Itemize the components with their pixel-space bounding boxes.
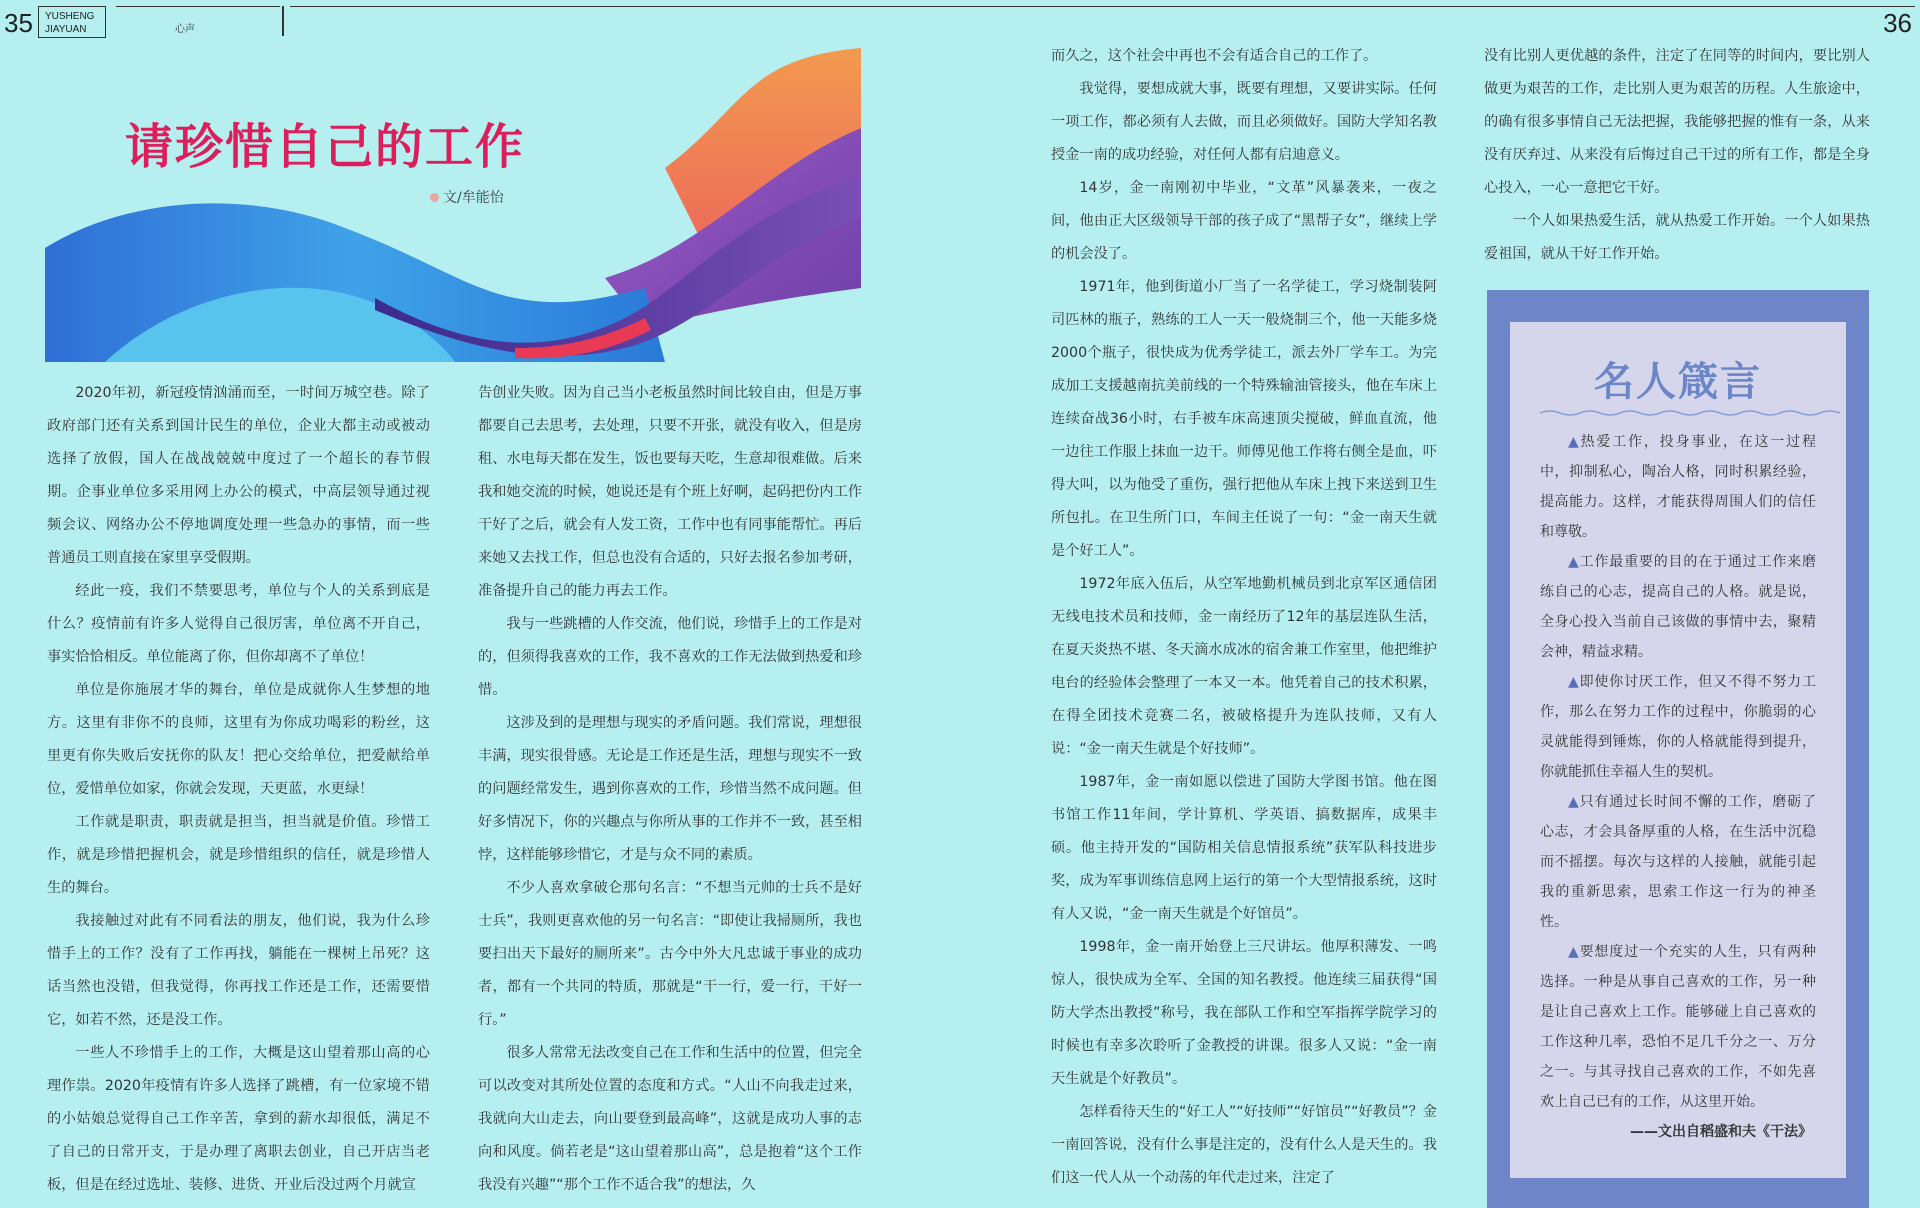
wave-divider-icon [1540,409,1840,417]
paragraph: 14岁，金一南刚初中毕业，“文革”风暴袭来，一夜之间，他由正大区级领导干部的孩子成了“黑帮子女”，继续上学的机会没了。 [1051,180,1437,262]
quote-item [1540,547,1816,667]
paragraph: 怎样看待天生的“好工人”“好技师”“好馆员”“好教员”？金一南回答说，没有什么事是注定的，没有什么人是天生的。我们这一代人从一个动荡的年代走过来，注定了 [1051,1104,1437,1186]
paragraph: 单位是你施展才华的舞台，单位是成就你人生梦想的地方。这里有非你不的良师，这里有为你成功喝彩的粉丝，这里更有你失败后安抚你的队友！把心交给单位，把爱献给单位，爱惜单位如家，你就会发现，天更蓝，水更绿！ [47,682,430,797]
quote-text: 只有通过长时间不懈的工作，磨砺了心志，才会具备厚重的人格，在生活中沉稳而不摇摆。每次与这样的人接触，就能引起我的重新思索，思索工作这一行为的神圣性。 [1540,794,1816,930]
paragraph: 没有比别人更优越的条件，注定了在同等的时间内，要比别人做更为艰苦的工作，走比别人更为艰苦的历程。人生旅途中，的确有很多事情自己无法把握，我能够把握的惟有一条，从来没有厌弃过、从来没有后悔过自己干过的所有工作，都是全身心投入，一心一意把它干好。 [1484,48,1870,196]
column-name: 心声 [175,24,195,35]
paragraph: 我觉得，要想成就大事，既要有理想，又要讲实际。任何一项工作，都必须有人去做，而且必须做好。国防大学知名教授金一南的成功经验，对任何人都有启迪意义。 [1051,81,1437,163]
quote-item [1540,667,1816,787]
quote-box [1510,322,1846,1178]
paragraph: 一个人如果热爱生活，就从热爱工作开始。一个人如果热爱祖国，就从干好工作开始。 [1484,213,1870,262]
header-rule-right [290,6,1915,7]
paragraph: 1998年，金一南开始登上三尺讲坛。他厚积薄发、一鸣惊人，很快成为全军、全国的知名教授。他连续三届获得“国防大学杰出教授”称号，我在部队工作和空军指挥学院学习的时候也有幸多次聆听了金教授的讲课。很多人又说：“金一南天生就是个好教员”。 [1051,939,1437,1087]
quote-source: ——文出自稻盛和夫《干法》 [1630,1124,1812,1140]
quote-item [1540,427,1816,547]
header-rule-left [116,6,280,7]
paragraph: 而久之，这个社会中再也不会有适合自己的工作了。 [1051,48,1378,64]
brand-line-2: JIAYUAN [45,24,87,35]
paragraph: 这涉及到的是理想与现实的矛盾问题。我们常说，理想很丰满，现实很骨感。无论是工作还是生活，理想与现实不一致的问题经常发生，遇到你喜欢的工作，珍惜当然不成问题。但好多情况下，你的兴趣点与你所从事的工作并不一致，甚至相悖，这样能够珍惜它，才是与众不同的素质。 [478,715,862,863]
quote-text: 要想度过一个充实的人生，只有两种选择。一种是从事自己喜欢的工作，另一种是让自己喜欢上工作。能够碰上自己喜欢的工作这种几率，恐怕不足几千分之一、万分之一。与其寻找自己喜欢的工作，不如先喜欢上自己已有的工作，从这里开始。 [1540,944,1816,1110]
paragraph: 1972年底入伍后，从空军地勤机械员到北京军区通信团无线电技术员和技师，金一南经历了12年的基层连队生活，在夏天炎热不堪、冬天滴水成冰的宿舍兼工作室里，他把维护电台的经验体会整理了一本又一本。他凭着自己的技术积累，在得全团技术竞赛二名，被破格提升为连队技师，又有人说：“金一南天生就是个好技师”。 [1051,576,1437,757]
article-byline [430,187,504,207]
header-divider [282,6,284,36]
brand-line-1: YUSHENG [45,11,95,22]
triangle-bullet-icon: ▲ [1568,434,1581,450]
paragraph: 很多人常常无法改变自己在工作和生活中的位置，但完全可以改变对其所处位置的态度和方式。“人山不向我走过来，我就向大山走去，向山要登到最高峰”，这就是成功人事的志向和风度。倘若老是“这山望着那山高”，总是抱着“这个工作我没有兴趣”“那个工作不适合我”的想法，久 [478,1045,862,1193]
paragraph: 工作就是职责，职责就是担当，担当就是价值。珍惜工作，就是珍惜把握机会，就是珍惜组织的信任，就是珍惜人生的舞台。 [47,814,430,896]
triangle-bullet-icon: ▲ [1568,554,1580,570]
quote-text: 热爱工作，投身事业，在这一过程中，抑制私心，陶冶人格，同时积累经验，提高能力。这样，才能获得周围人们的信任和尊敬。 [1540,434,1816,540]
paragraph: 1971年，他到街道小厂当了一名学徒工，学习烧制装阿司匹林的瓶子，熟练的工人一天一般烧制三个，他一天能多烧2000个瓶子，很快成为优秀学徒工，派去外厂学车工。为完成加工支援越南抗美前线的一个特殊输油管接头，他在车床上连续奋战36小时，右手被车床高速顶尖搅破，鲜血直流，他一边往工作服上抹血一边干。师傅见他工作将右侧全是血，吓得大叫，以为他受了重伤，强行把他从车床上拽下来送到卫生所包扎。在卫生所门口，车间主任说了一句：“金一南天生就是个好工人”。 [1051,279,1437,559]
paragraph: 我与一些跳槽的人作交流，他们说，珍惜手上的工作是对的，但须得我喜欢的工作，我不喜欢的工作无法做到热爱和珍惜。 [478,616,862,698]
magazine-brand-box [38,6,106,38]
paragraph: 告创业失败。因为自己当小老板虽然时间比较自由，但是万事都要自己去思考，去处理，只要不开张，就没有收入，但是房租、水电每天都在发生，饭也要每天吃，生意却很难做。后来我和她交流的时候，她说还是有个班上好啊，起码把份内工作干好了之后，就会有人发工资，工作中也有同事能帮忙。再后来她又去找工作，但总也没有合适的，只好去报名参加考研，准备提升自己的能力再去工作。 [478,385,862,599]
triangle-bullet-icon: ▲ [1568,794,1580,810]
byline-text: 文/牟能怡 [443,190,504,206]
article-column-1 [47,377,430,1205]
paragraph: 一些人不珍惜手上的工作，大概是这山望着那山高的心理作祟。2020年疫情有许多人选择了跳槽，有一位家境不错的小姑娘总觉得自己工作辛苦，拿到的薪水却很低，满足不了自己的日常开支，于是办理了离职去创业，自己开店当老板，但是在经过选址、装修、进货、开业后没过两个月就宣 [47,1045,430,1193]
article-column-3 [1051,40,1437,1208]
page-number-left: 35 [4,8,33,38]
quote-item [1540,787,1816,937]
paragraph: 经此一疫，我们不禁要思考，单位与个人的关系到底是什么？疫情前有许多人觉得自己很厉害，单位离不开自己，事实恰恰相反。单位能离了你，但你却离不了单位！ [47,583,430,665]
page-number-right: 36 [1883,8,1912,38]
triangle-bullet-icon: ▲ [1568,674,1580,690]
article-title: 请珍惜自己的工作 [125,119,526,175]
article-column-4 [1484,40,1870,280]
article-column-2 [478,377,862,1205]
quote-text: 工作最重要的目的在于通过工作来磨练自己的心志，提高自己的人格。就是说，全身心投入当前自己该做的事情中去，聚精会神，精益求精。 [1540,554,1816,660]
quote-item [1540,937,1816,1117]
paragraph: 1987年，金一南如愿以偿进了国防大学图书馆。他在图书馆工作11年间，学计算机、学英语、搞数据库，成果丰硕。他主持开发的“国防相关信息情报系统”获军队科技进步奖，成为军事训练信息网上运行的第一个大型情报系统，这时有人又说，“金一南天生就是个好馆员”。 [1051,774,1437,922]
paragraph: 不少人喜欢拿破仑那句名言：“不想当元帅的士兵不是好士兵”，我则更喜欢他的另一句名言：“即使让我掃厕所，我也要扫出天下最好的厕所来”。古今中外大凡忠诚于事业的成功者，都有一个共同的特质，那就是“干一行，爱一行，干好一行。” [478,880,862,1028]
byline-dot-icon [430,193,439,202]
quote-text: 即使你讨厌工作，但又不得不努力工作，那么在努力工作的过程中，你脆弱的心灵就能得到锤炼，你的人格就能得到提升，你就能抓住幸福人生的契机。 [1540,674,1816,780]
quote-box-title: 名人箴言 [1594,359,1762,405]
paragraph: 2020年初，新冠疫情汹涌而至，一时间万城空巷。除了政府部门还有关系到国计民生的单位，企业大都主动或被动选择了放假，国人在战战兢兢中度过了一个超长的春节假期。企事业单位多采用网上办公的模式，中高层领导通过视频会议、网络办公不停地调度处理一些急办的事情，而一些普通员工则直接在家里享受假期。 [47,385,430,566]
paragraph: 我接触过对此有不同看法的朋友，他们说，我为什么珍惜手上的工作？没有了工作再找，躺能在一棵树上吊死？这话当然也没错，但我觉得，你再找工作还是工作，还需要惜它，如若不然，还是没工作。 [47,913,430,1028]
triangle-bullet-icon: ▲ [1568,944,1580,960]
